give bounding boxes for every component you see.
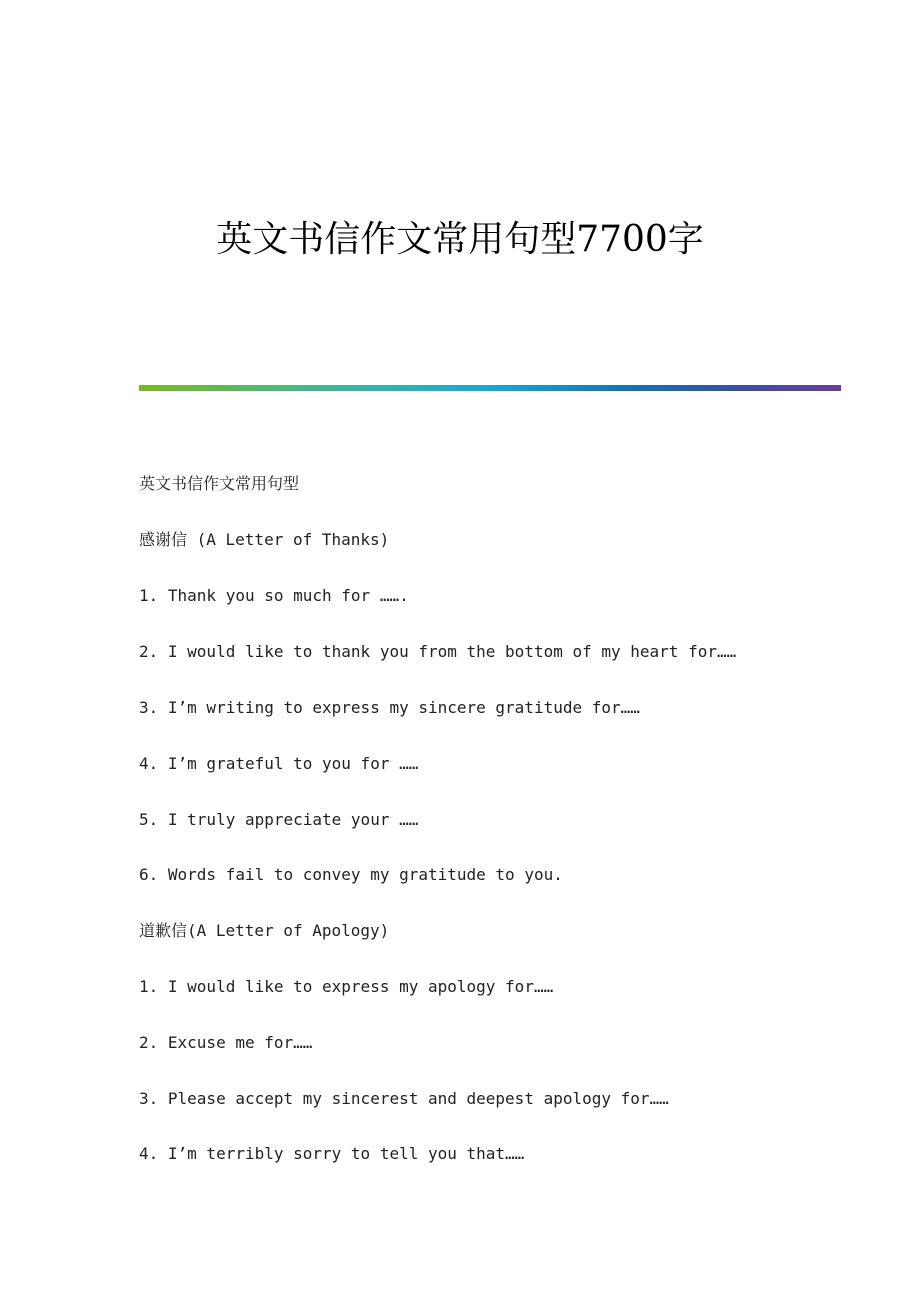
list-item: 3. Please accept my sincerest and deepest apology for……: [139, 1089, 669, 1108]
list-item: 1. Thank you so much for …….: [139, 586, 409, 605]
section-heading: 英文书信作文常用句型: [139, 474, 300, 493]
list-item: 2. I would like to thank you from the bottom of my heart for……: [139, 642, 737, 661]
document-title: 英文书信作文常用句型7700字: [216, 219, 704, 260]
list-item: 1. I would like to express my apology for……: [139, 977, 554, 996]
list-item: 4. I’m grateful to you for ……: [139, 754, 419, 773]
list-item: 4. I’m terribly sorry to tell you that……: [139, 1144, 525, 1163]
gradient-divider: [139, 385, 841, 391]
list-item: 6. Words fail to convey my gratitude to you.: [139, 865, 563, 884]
section-heading-apology: 道歉信(A Letter of Apology): [139, 921, 390, 940]
list-item: 2. Excuse me for……: [139, 1033, 313, 1052]
list-item: 5. I truly appreciate your ……: [139, 810, 419, 829]
section-heading-thanks: 感谢信 (A Letter of Thanks): [139, 530, 390, 549]
list-item: 3. I’m writing to express my sincere gratitude for……: [139, 698, 640, 717]
